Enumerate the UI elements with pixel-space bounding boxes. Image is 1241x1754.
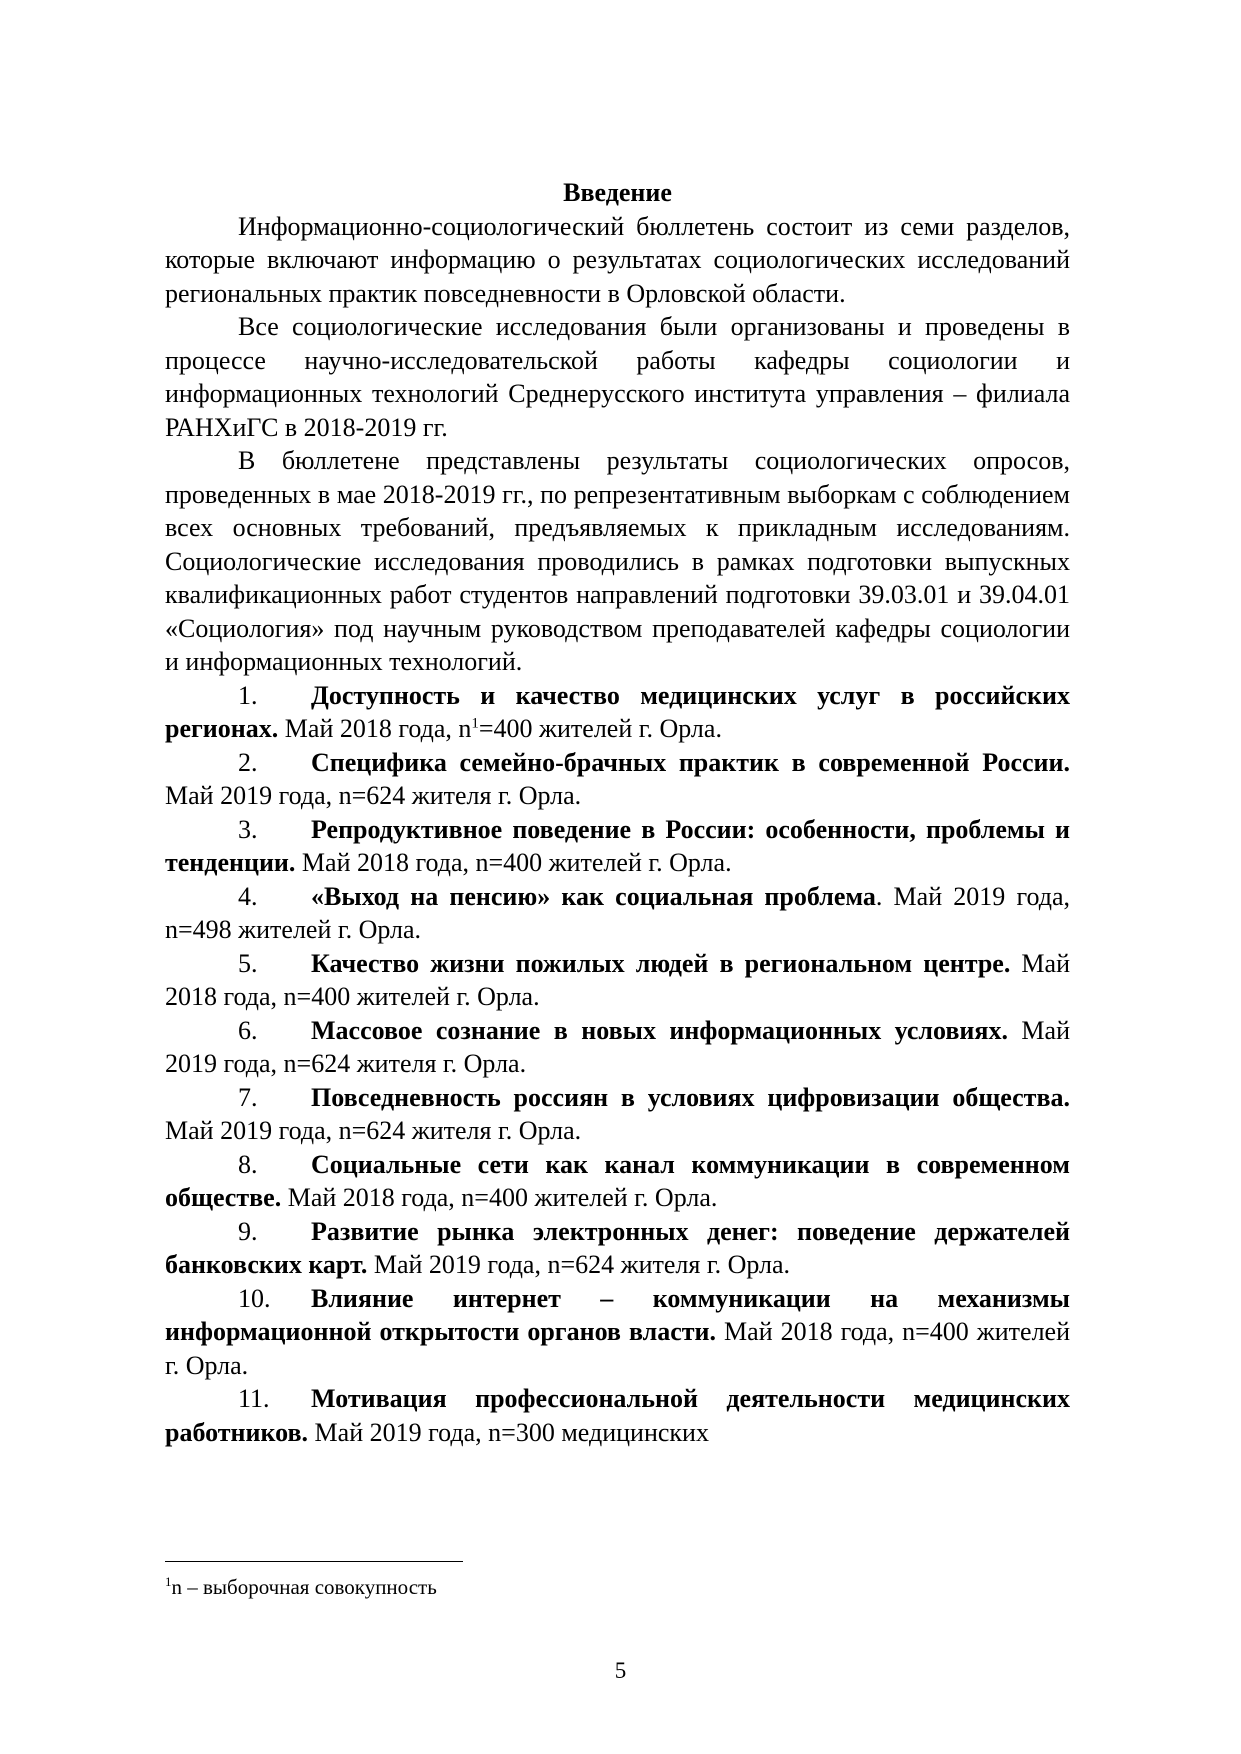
list-item-number: 7. bbox=[238, 1082, 258, 1112]
list-item-number: 9. bbox=[238, 1216, 258, 1246]
list-item bbox=[165, 1382, 1070, 1449]
list-item-title: «Выход на пенсию» как социальная проблема bbox=[311, 881, 876, 911]
list-item-title: Специфика семейно-брачных практик в современной России. bbox=[311, 747, 1070, 777]
list-item-number: 2. bbox=[238, 747, 258, 777]
list-item-details: Май 2018 года, n=400 жителей г. Орла. bbox=[165, 1317, 1070, 1380]
list-item-details: Май 2018 года, n=400 жителей г. Орла. bbox=[165, 948, 1070, 1011]
list-item-details: Май 2019 года, n=624 жителя г. Орла. bbox=[165, 781, 582, 810]
footnote-mark: 1 bbox=[165, 1574, 172, 1589]
list-item-number: 5. bbox=[238, 948, 258, 978]
list-item bbox=[165, 1215, 1070, 1282]
footnote-reference: 1 bbox=[471, 715, 479, 732]
list-item-details: Май 2019 года, n=624 жителя г. Орла. bbox=[367, 1250, 791, 1279]
footnote-text: n – выборочная совокупность bbox=[171, 1575, 437, 1599]
list-item-details: Май 2018 года, n bbox=[278, 714, 472, 743]
list-item bbox=[165, 1282, 1070, 1383]
list-item-title: Развитие рынка электронных денег: поведение держателей банковских карт. bbox=[165, 1216, 1070, 1279]
list-item-details: Май 2018 года, n=400 жителей г. Орла. bbox=[281, 1183, 718, 1212]
list-item bbox=[165, 1148, 1070, 1215]
list-item bbox=[165, 1081, 1070, 1148]
page-number: 5 bbox=[614, 1658, 627, 1683]
list-item-title: Качество жизни пожилых людей в региональном центре. bbox=[311, 948, 1011, 978]
list-item-details: . Май 2019 года, n=498 жителей г. Орла. bbox=[165, 881, 1070, 944]
list-item-title: Социальные сети как канал коммуникации в современном обществе. bbox=[165, 1149, 1070, 1212]
list-item bbox=[165, 679, 1070, 746]
list-item bbox=[165, 1014, 1070, 1081]
list-item bbox=[165, 813, 1070, 880]
list-item bbox=[165, 880, 1070, 947]
list-item-title: Репродуктивное поведение в России: особенности, проблемы и тенденции. bbox=[165, 814, 1070, 877]
list-item-title: Повседневность россиян в условиях цифровизации общества. bbox=[311, 1082, 1070, 1112]
section-title: Введение bbox=[563, 178, 672, 207]
list-item-details: Май 2019 года, n=300 медицинских bbox=[308, 1417, 709, 1447]
footnote bbox=[165, 1574, 437, 1600]
list-item-details: Май 2019 года, n=624 жителя г. Орла. bbox=[165, 1015, 1070, 1078]
paragraph: Все социологические исследования были организованы и проведены в процессе научно-исследовательской работы кафедры социологии и информационных технологий Среднерусского института управления – филиала РАНХиГС в 2018-2019 гг. bbox=[165, 312, 1070, 442]
list-item-details: =400 жителей г. Орла. bbox=[478, 714, 722, 743]
footnote-separator bbox=[165, 1561, 463, 1562]
list-item-details: Май 2019 года, n=624 жителя г. Орла. bbox=[165, 1116, 582, 1145]
paragraph: В бюллетене представлены результаты социологических опросов, проведенных в мае 2018-2019 гг., по репрезентативным выборкам с соблюдением всех основных требований, предъявляемых к прикладным исследованиям. Социологические исследования проводились в рамках подготовки выпускных квалификационных работ студентов направлений подготовки 39.03.01 и 39.04.01 «Социология» под научным руководством преподавателей кафедры социологии и информационных технологий. bbox=[165, 446, 1070, 676]
paragraph: Информационно-социологический бюллетень состоит из семи разделов, которые включают информацию о результатах социологических исследований региональных практик повседневности в Орловской области. bbox=[165, 211, 1070, 308]
list-item-details: Май 2018 года, n=400 жителей г. Орла. bbox=[295, 848, 732, 877]
list-item bbox=[165, 947, 1070, 1014]
list-item-number: 8. bbox=[238, 1149, 258, 1179]
document-body bbox=[165, 176, 1070, 1449]
list-item-title: Доступность и качество медицинских услуг в российских регионах. bbox=[165, 680, 1070, 743]
list-item-title: Мотивация профессиональной деятельности медицинских работников. bbox=[165, 1384, 1070, 1447]
list-item-number: 3. bbox=[238, 814, 258, 844]
list-item-number: 6. bbox=[238, 1015, 258, 1045]
list-item bbox=[165, 746, 1070, 813]
list-item-title: Массовое сознание в новых информационных условиях. bbox=[311, 1015, 1008, 1045]
list-item-number: 1. bbox=[238, 680, 258, 710]
list-item-title: Влияние интернет – коммуникации на механизмы информационной открытости органов власти. bbox=[165, 1283, 1070, 1346]
list-item-number: 11. bbox=[238, 1384, 270, 1413]
list-item-number: 4. bbox=[238, 881, 258, 911]
list-item-number: 10. bbox=[238, 1283, 271, 1313]
